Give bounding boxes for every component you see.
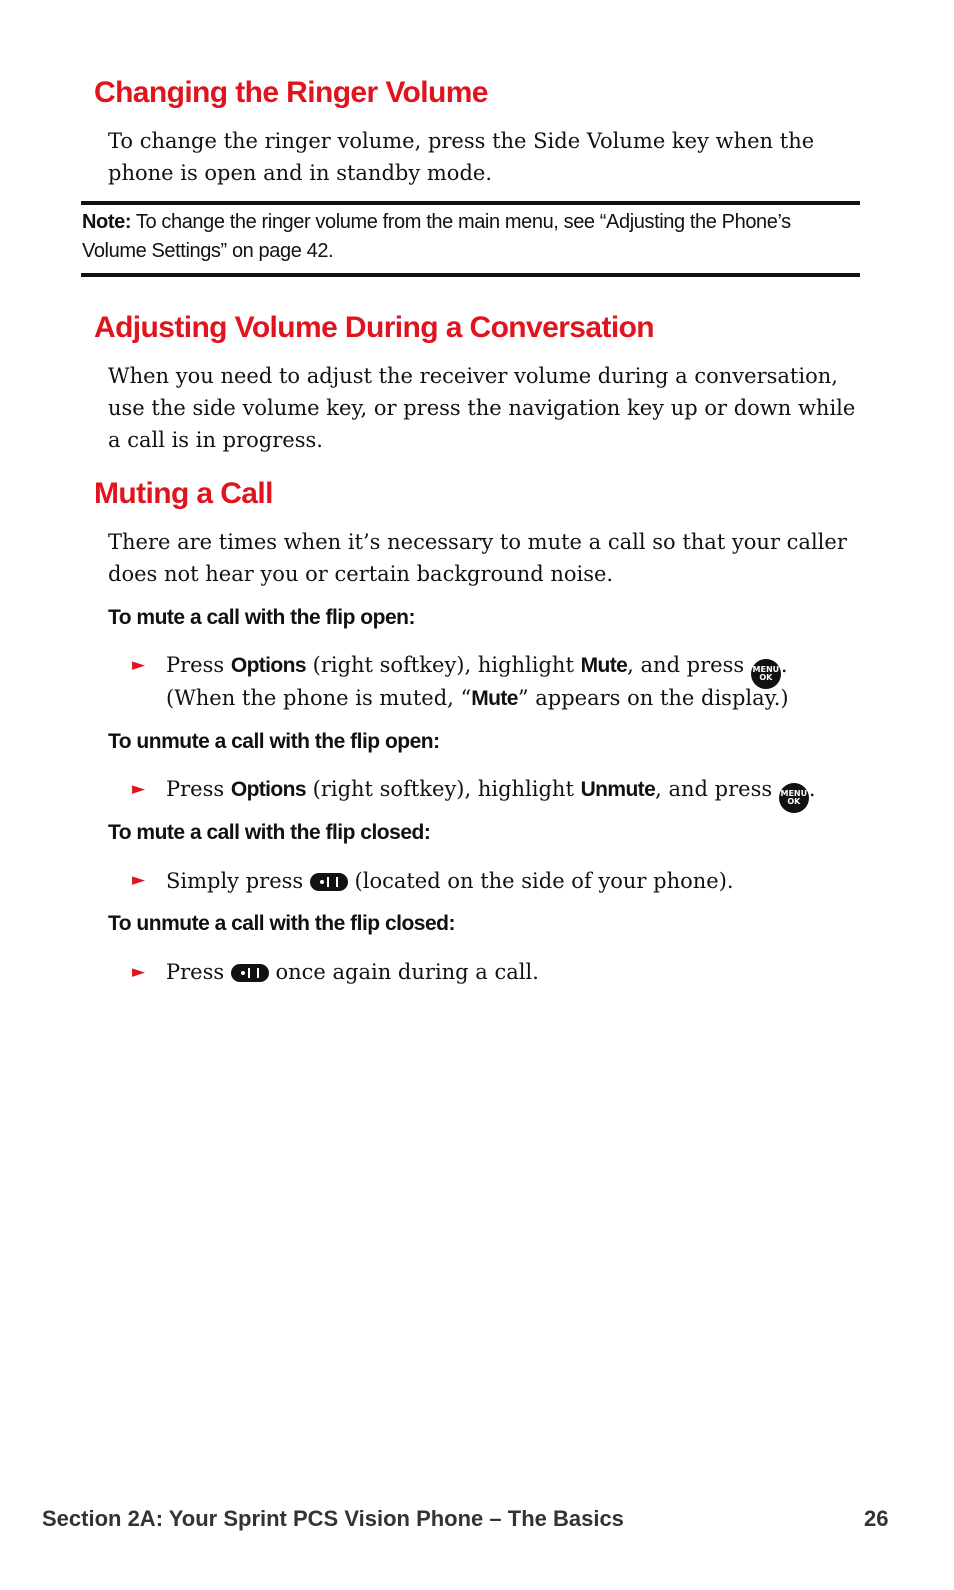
note-bottom-rule [81, 273, 860, 277]
key-options: Options [230, 778, 306, 801]
paragraph-ringer-volume: To change the ringer volume, press the Side Volume key when the phone is open and in standby mode. [108, 129, 815, 185]
bullet-icon: ► [132, 655, 146, 675]
side-key-icon [310, 873, 348, 891]
step-mute-open-note [166, 682, 789, 715]
menu-ok-icon: MENU OK [779, 783, 809, 813]
step-text: Press [166, 653, 231, 677]
key-unmute: Unmute [580, 778, 656, 801]
menu-ok-icon: MENU OK [751, 659, 781, 689]
step-text: , and press [655, 777, 779, 801]
step-text: (right softkey), highlight [305, 653, 581, 677]
note-label: Note: [82, 211, 132, 233]
step-text: Simply press [166, 869, 310, 893]
step-text: Press [166, 777, 231, 801]
step-unmute-open [166, 773, 816, 813]
bullet-icon: ► [132, 962, 146, 982]
step-unmute-closed [166, 956, 539, 989]
paragraph-conversation-volume: When you need to adjust the receiver volume during a conversation, use the side volume key, or press the navigation key up or down while a call is in progress. [108, 364, 856, 452]
procedure-title-mute-open: To mute a call with the flip open: [108, 606, 415, 629]
key-options: Options [230, 654, 306, 677]
paragraph-muting-call: There are times when it’s necessary to mute a call so that your caller does not hear you or certain background noise. [108, 530, 847, 586]
note-text: To change the ringer volume from the main menu, see “Adjusting the Phone’s Volume Settings” on page 42. [82, 211, 791, 262]
step-text: ” appears on the display.) [517, 686, 789, 710]
heading-ringer-volume: Changing the Ringer Volume [94, 76, 488, 109]
step-text: (When the phone is muted, “ [166, 686, 472, 710]
bullet-icon: ► [132, 870, 146, 890]
note-top-rule [81, 201, 860, 205]
footer-section-title: Section 2A: Your Sprint PCS Vision Phone – The Basics [42, 1506, 624, 1531]
procedure-title-unmute-open: To unmute a call with the flip open: [108, 730, 440, 753]
step-text: . [780, 653, 788, 677]
footer-page-number: 26 [864, 1506, 889, 1531]
step-text: Press [166, 960, 231, 984]
step-text: . [808, 777, 816, 801]
side-key-icon [231, 964, 269, 982]
step-text: (located on the side of your phone). [347, 869, 734, 893]
step-mute-closed [166, 865, 734, 898]
step-text: once again during a call. [268, 960, 539, 984]
heading-muting-call: Muting a Call [94, 477, 273, 510]
key-mute: Mute [580, 654, 628, 677]
step-text: (right softkey), highlight [305, 777, 581, 801]
note-box [82, 208, 842, 266]
key-mute-display: Mute [471, 687, 518, 710]
heading-conversation-volume: Adjusting Volume During a Conversation [94, 311, 655, 344]
bullet-icon: ► [132, 779, 146, 799]
procedure-title-unmute-closed: To unmute a call with the flip closed: [108, 912, 455, 935]
procedure-title-mute-closed: To mute a call with the flip closed: [108, 821, 431, 844]
step-text: , and press [627, 653, 751, 677]
